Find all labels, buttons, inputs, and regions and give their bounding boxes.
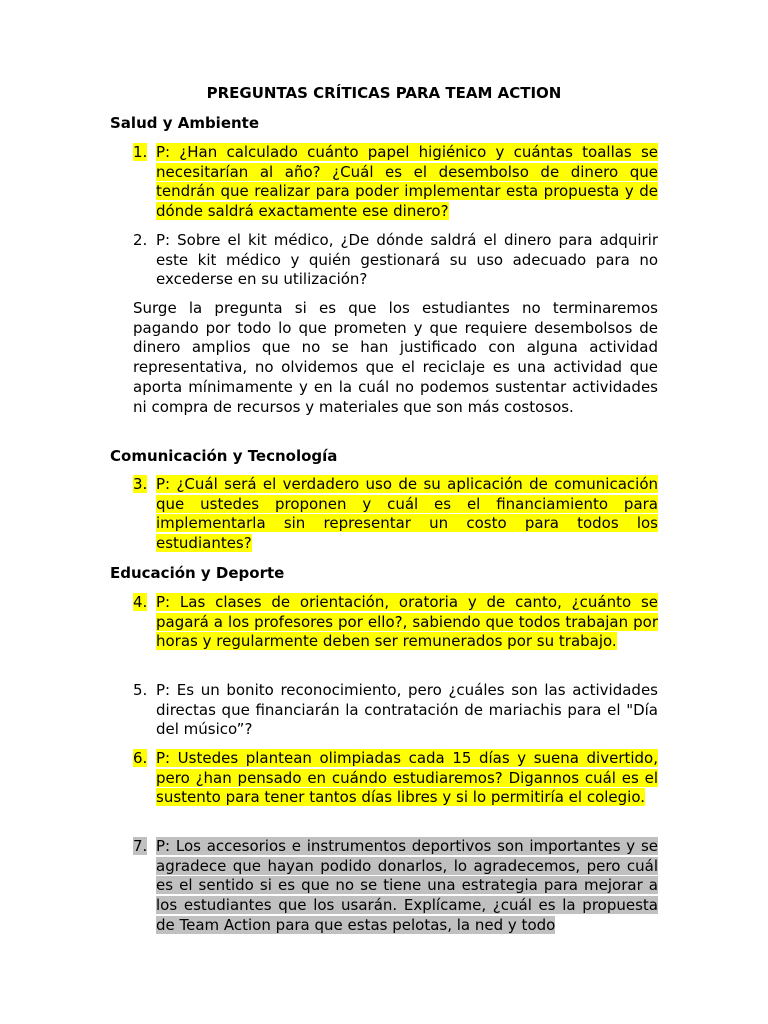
question-number: 2. — [133, 231, 148, 249]
question-5 — [133, 681, 658, 740]
question-number: 6. — [133, 749, 148, 767]
question-text: P: Es un bonito reconocimiento, pero ¿cuáles son las actividades directas que financiarán la contratación de mariachis para el "Día del músico”? — [156, 681, 658, 739]
question-text: P: ¿Han calculado cuánto papel higiénico y cuántas toallas se necesitarían al año? ¿Cuál es el desembolso de dinero que tendrán que realizar para poder implementar esta propuesta y de dónde saldrá exactamente ese dinero? — [156, 143, 658, 221]
question-1 — [133, 143, 658, 222]
section-heading-educacion: Educación y Deporte — [110, 564, 285, 582]
question-7 — [133, 837, 658, 936]
question-text: P: Ustedes plantean olimpiadas cada 15 días y suena divertido, pero ¿han pensado en cuándo estudiaremos? Digannos cuál es el sustento para tener tantos días libres y si lo permitiría el colegio. — [156, 749, 658, 807]
question-number: 3. — [133, 475, 148, 493]
section-heading-comunicacion: Comunicación y Tecnología — [110, 447, 338, 465]
commentary-paragraph: Surge la pregunta si es que los estudiantes no terminaremos pagando por todo lo que prometen y que requiere desembolsos de dinero amplios que no se han justificado con alguna actividad representativa, no olvidemos que el reciclaje es una actividad que aporta mínimamente y en la cuál no podemos sustentar actividades ni compra de recursos y materiales que son más costosos. — [133, 299, 658, 416]
question-number: 7. — [133, 837, 148, 855]
question-3 — [133, 475, 658, 554]
question-number: 1. — [133, 143, 148, 161]
question-6 — [133, 749, 658, 808]
question-text: P: ¿Cuál será el verdadero uso de su aplicación de comunicación que ustedes proponen y cuál es el financiamiento para implementarla sin representar un costo para todos los estudiantes? — [156, 475, 658, 553]
section-heading-salud: Salud y Ambiente — [110, 114, 260, 132]
question-4 — [133, 593, 658, 652]
question-2 — [133, 231, 658, 290]
question-text: P: Los accesorios e instrumentos deportivos son importantes y se agradece que hayan podido donarlos, lo agradecemos, pero cuál es el sentido si es que no se tiene una estrategia para mejorar a los estudiantes que los usarán. Explícame, ¿cuál es la propuesta de Team Action para que estas pelotas, la ned y todo — [156, 837, 658, 934]
document-title: PREGUNTAS CRÍTICAS PARA TEAM ACTION — [206, 84, 562, 102]
question-text: P: Las clases de orientación, oratoria y de canto, ¿cuánto se pagará a los profesores por ello?, sabiendo que todos trabajan por horas y regularmente deben ser remunerados por su trabajo. — [156, 593, 658, 651]
question-number: 5. — [133, 681, 148, 699]
question-text: P: Sobre el kit médico, ¿De dónde saldrá el dinero para adquirir este kit médico y quién gestionará su uso adecuado para no excederse en su utilización? — [156, 231, 658, 289]
question-number: 4. — [133, 593, 148, 611]
